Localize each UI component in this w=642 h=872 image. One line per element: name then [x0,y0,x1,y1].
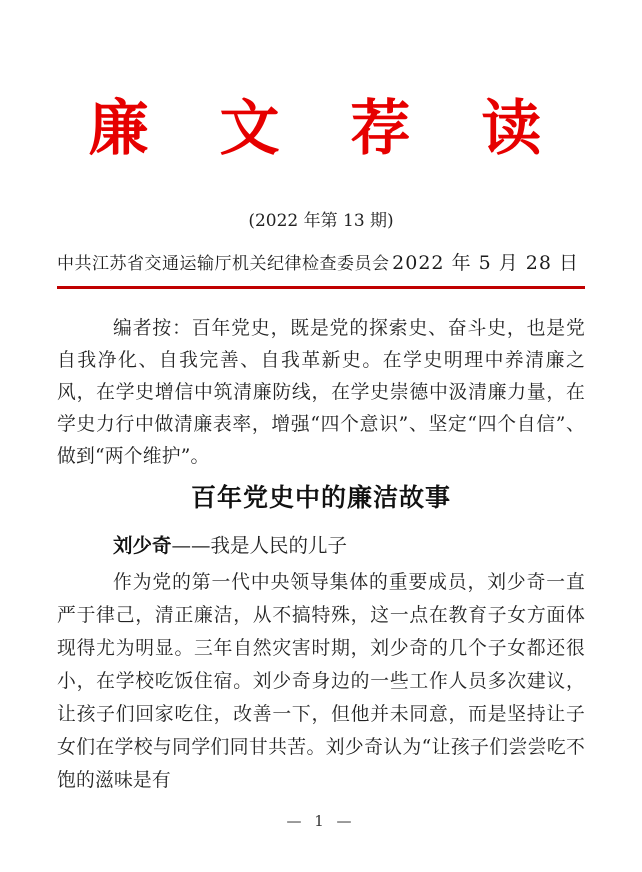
story-person-name: 刘少奇 [113,534,172,557]
issuing-organization: 中共江苏省交通运输厅机关纪律检查委员会 [57,254,390,274]
story-subtitle: ——我是人民的儿子 [171,534,348,557]
page-title: 廉 文 荐 读 [88,94,554,164]
editor-note: 编者按：百年党史，既是党的探索史、奋斗史，也是党自我净化、自我完善、自我革新史。在学史明理中养清廉之风，在学史增信中筑清廉防线，在学史崇德中汲清廉力量，在学史力行中做清廉表率，增强“四个意识”、坚定“四个自信”、做到“两个维护”。 [57,318,585,467]
issue-number: (2022 年第 13 期) [248,211,394,231]
story-title [57,533,585,559]
page-number: — 1 — [286,812,356,830]
story-body: 作为党的第一代中央领导集体的重要成员，刘少奇一直严于律己，清正廉洁，从不搞特殊，这一点在教育子女方面体现得尤为明显。三年自然灾害时期，刘少奇的几个子女都还很小，在学校吃饭住宿。刘少奇身边的一些工作人员多次建议，让孩子们回家吃住，改善一下，但他并未同意，而是坚持让子女们在学校与同学们同甘共苦。刘少奇认为“让孩子们尝尝吃不饱的滋味是有 [57,572,585,791]
masthead [57,250,585,289]
section-heading: 百年党史中的廉洁故事 [190,483,451,512]
issue-date: 2022 年 5 月 28 日 [392,252,579,274]
